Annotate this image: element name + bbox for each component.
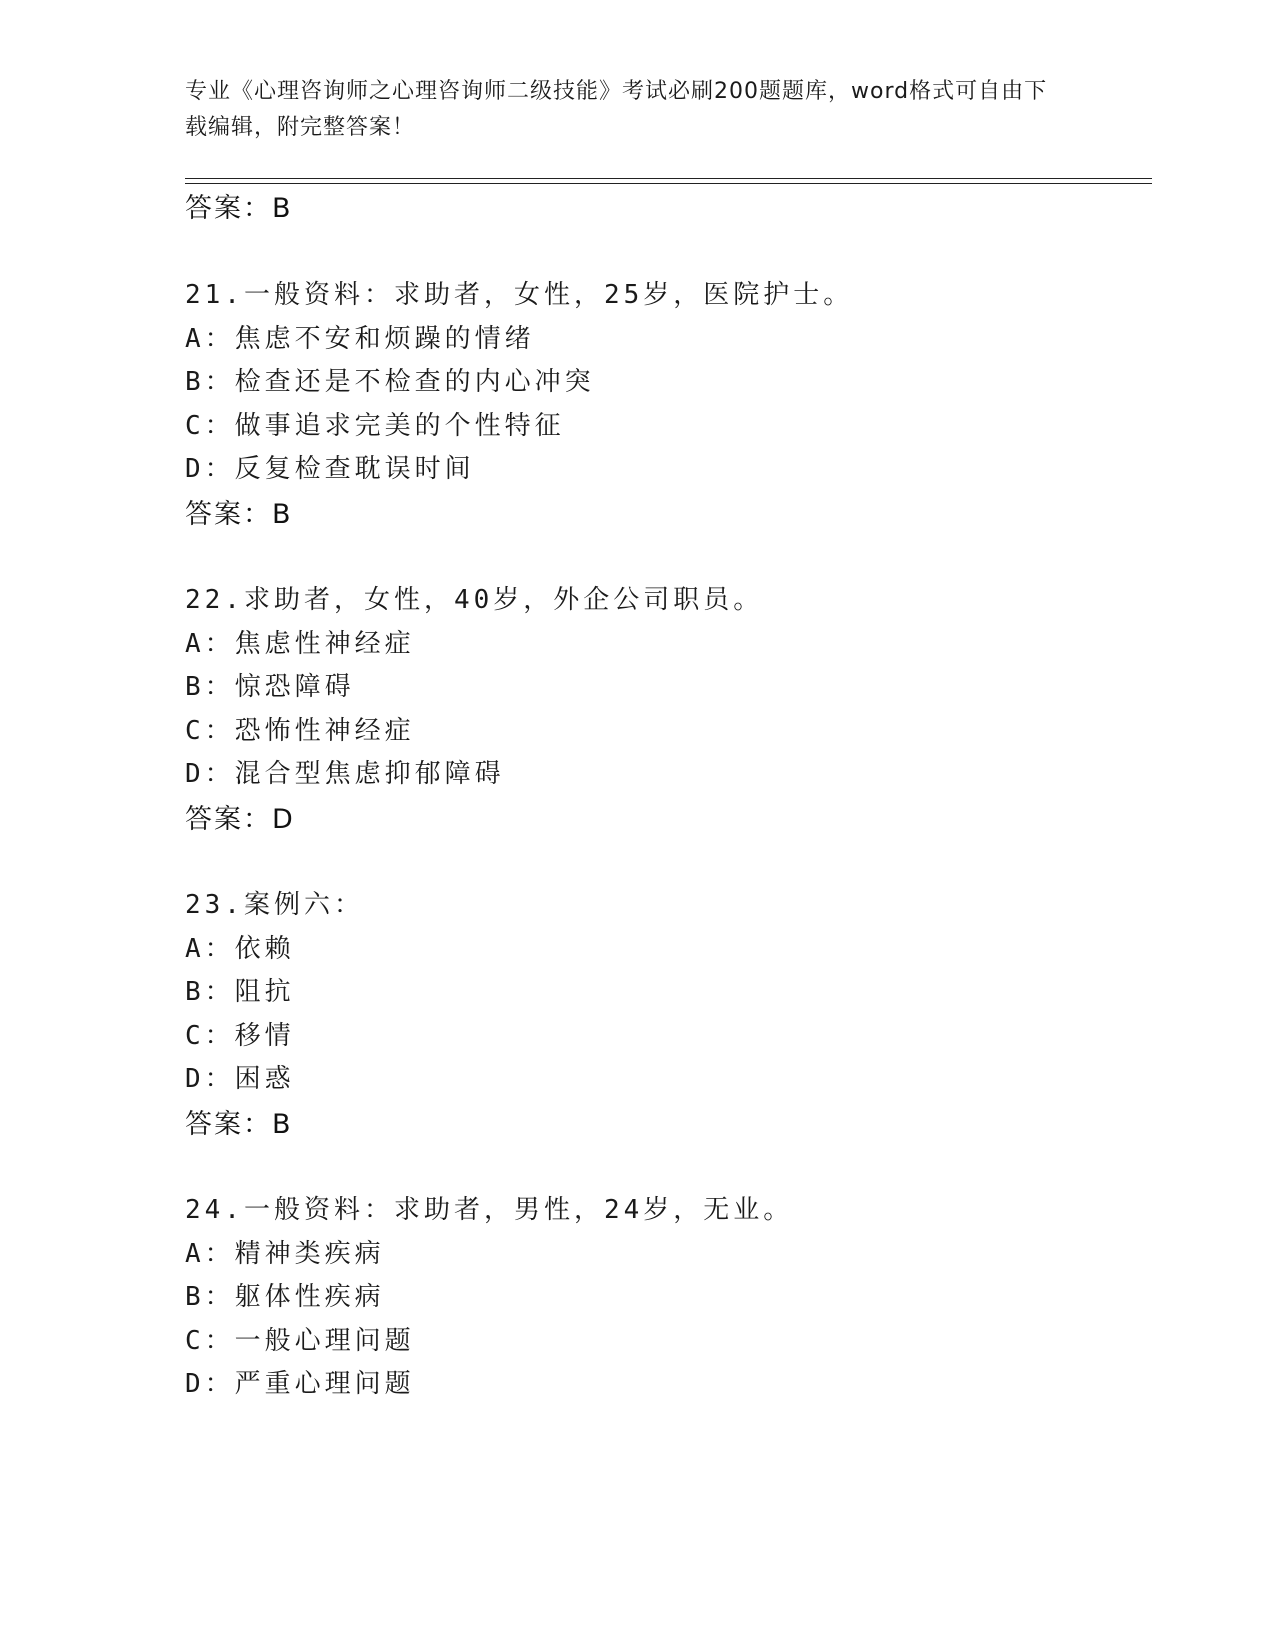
header-divider-bottom	[185, 183, 1152, 184]
question-24-stem: 24.一般资料：求助者，男性，24岁，无业。	[185, 1195, 794, 1225]
question-22-answer: 答案：D	[185, 804, 295, 835]
document-header: 专业《心理咨询师之心理咨询师二级技能》考试必刷200题题库，word格式可自由下载编辑，附完整答案！	[185, 79, 1048, 140]
question-23-stem: 23.案例六：	[185, 890, 364, 920]
question-22-option-d: D：混合型焦虑抑郁障碍	[185, 759, 505, 789]
question-21-option-c: C：做事追求完美的个性特征	[185, 411, 565, 441]
question-21-option-b: B：检查还是不检查的内心冲突	[185, 367, 595, 397]
question-21-option-d: D：反复检查耽误时间	[185, 454, 475, 484]
question-24-option-c: C：一般心理问题	[185, 1326, 415, 1356]
question-24-option-a: A：精神类疾病	[185, 1239, 385, 1269]
question-23-answer: 答案：B	[185, 1109, 293, 1140]
question-24-option-d: D：严重心理问题	[185, 1369, 415, 1399]
question-21-stem: 21.一般资料：求助者，女性，25岁，医院护士。	[185, 280, 854, 310]
question-22-stem: 22.求助者，女性，40岁，外企公司职员。	[185, 585, 764, 615]
question-23-option-d: D：困惑	[185, 1064, 295, 1094]
question-23-option-a: A：依赖	[185, 934, 295, 964]
header-divider-top	[185, 178, 1152, 179]
question-23-option-b: B：阻抗	[185, 977, 295, 1007]
question-24-option-b: B：躯体性疾病	[185, 1282, 385, 1312]
question-21-option-a: A：焦虑不安和烦躁的情绪	[185, 324, 535, 354]
answer-line: 答案：B	[185, 193, 293, 224]
question-22-option-a: A：焦虑性神经症	[185, 629, 415, 659]
question-23-option-c: C：移情	[185, 1021, 295, 1051]
question-21-answer: 答案：B	[185, 499, 293, 530]
question-22-option-b: B：惊恐障碍	[185, 672, 355, 702]
question-22-option-c: C：恐怖性神经症	[185, 716, 415, 746]
